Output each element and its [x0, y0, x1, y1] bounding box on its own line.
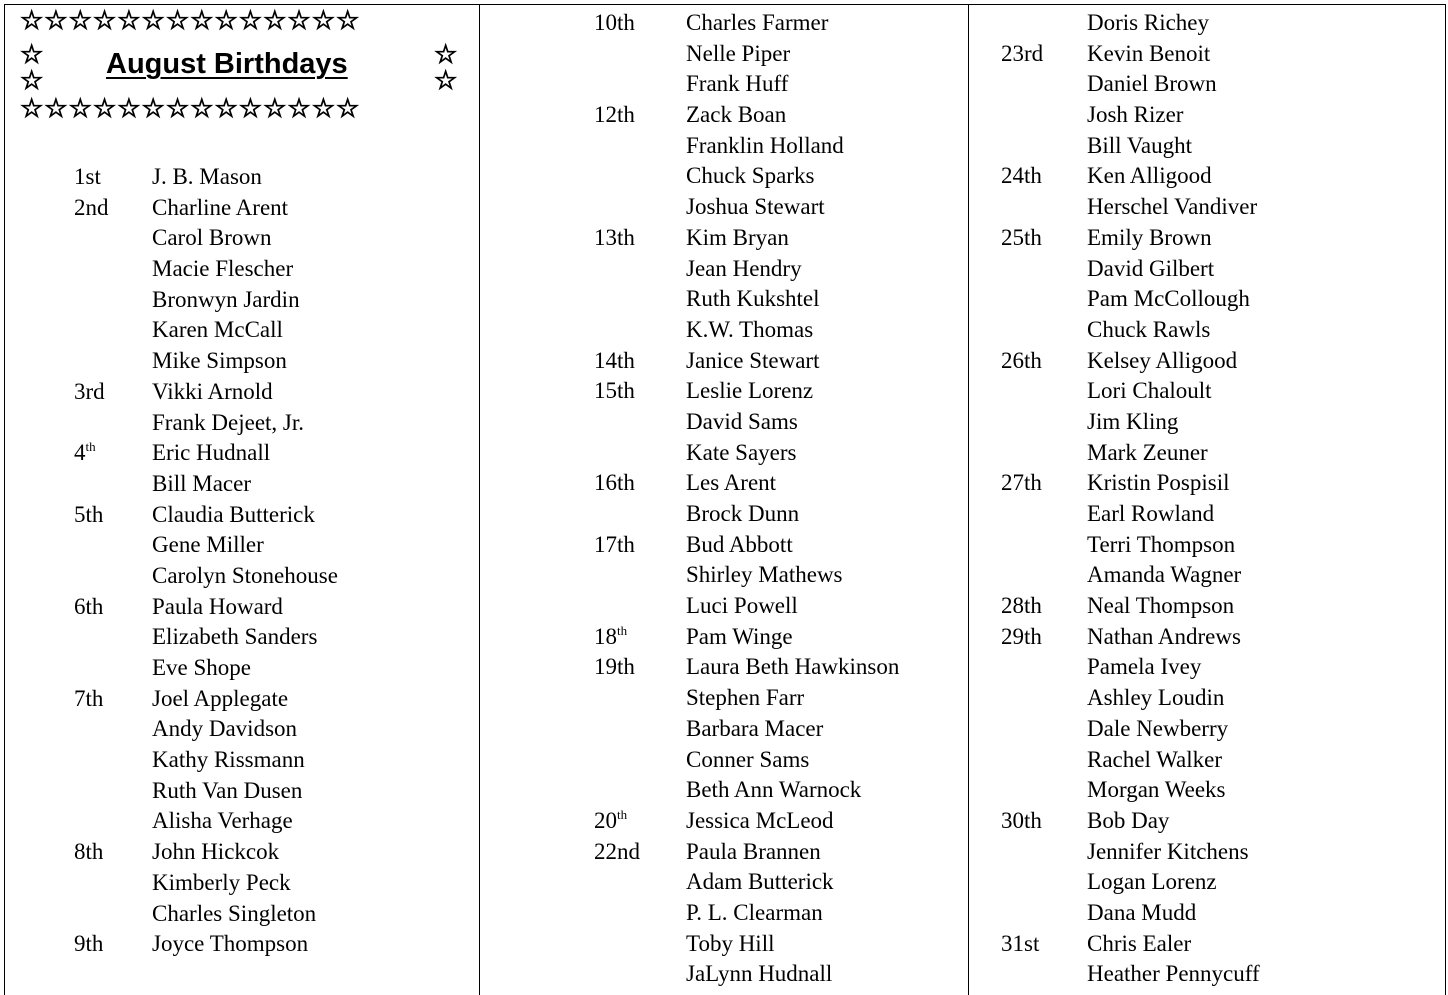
birthday-column-1 — [0, 162, 478, 960]
star-icon: ☆ — [20, 66, 44, 96]
birthday-name: Laura Beth Hawkinson — [686, 654, 900, 680]
birthday-entry — [0, 806, 478, 837]
birthday-entry — [971, 346, 1445, 377]
birthday-entry — [971, 315, 1445, 346]
birthday-name: Logan Lorenz — [1087, 869, 1217, 895]
birthday-entry — [482, 959, 966, 990]
birthday-entry — [971, 39, 1445, 70]
birthday-name: Paula Howard — [152, 593, 283, 619]
birthday-entry — [0, 714, 478, 745]
birthday-name: Dale Newberry — [1087, 715, 1229, 741]
birthday-name: Pamela Ivey — [1087, 654, 1202, 680]
birthday-day: 2nd — [74, 194, 109, 220]
birthday-entry — [482, 560, 966, 591]
birthday-name: Les Arent — [686, 470, 777, 496]
birthday-day: 18th — [594, 622, 628, 649]
birthday-entry — [482, 652, 966, 683]
birthday-name: Conner Sams — [686, 746, 810, 772]
birthday-entry — [0, 162, 478, 193]
birthday-name: Ruth Kukshtel — [686, 286, 820, 312]
birthday-name: Josh Rizer — [1087, 102, 1184, 128]
birthday-name: Bob Day — [1087, 807, 1170, 833]
birthday-name: Doris Richey — [1087, 10, 1210, 35]
birthday-name: Franklin Holland — [686, 132, 844, 158]
birthday-entry — [482, 376, 966, 407]
birthday-entry — [971, 407, 1445, 438]
birthday-name: Shirley Mathews — [686, 562, 843, 588]
birthday-name: Rachel Walker — [1087, 746, 1223, 772]
ordinal-suffix: th — [617, 806, 628, 822]
birthday-name: K.W. Thomas — [686, 316, 814, 342]
birthday-entry — [971, 959, 1445, 990]
birthday-name: Kelsey Alligood — [1087, 347, 1238, 373]
birthday-entry — [971, 192, 1445, 223]
birthday-entry — [0, 684, 478, 715]
birthday-entry — [971, 284, 1445, 315]
birthday-name: Amanda Wagner — [1087, 562, 1242, 588]
birthday-name: Karen McCall — [152, 317, 283, 343]
birthday-name: Paula Brannen — [686, 838, 821, 864]
birthday-name: Carol Brown — [152, 225, 272, 251]
birthday-name: Jean Hendry — [686, 255, 802, 281]
birthday-entry — [971, 223, 1445, 254]
birthday-name: Ashley Loudin — [1087, 685, 1225, 711]
birthday-name: Luci Powell — [686, 593, 798, 619]
birthday-day: 25th — [1001, 224, 1042, 250]
birthday-name: Bronwyn Jardin — [152, 286, 300, 312]
birthday-day: 1st — [74, 164, 101, 189]
birthday-day: 9th — [74, 931, 104, 957]
birthday-entry — [0, 223, 478, 254]
birthday-entry — [0, 346, 478, 377]
birthday-entry — [482, 530, 966, 561]
birthday-name: Jennifer Kitchens — [1087, 838, 1249, 864]
birthday-entry — [482, 223, 966, 254]
birthday-name: Brock Dunn — [686, 501, 800, 526]
birthday-day: 12th — [594, 102, 635, 128]
birthday-day: 31st — [1001, 930, 1040, 956]
birthday-name: Bill Macer — [152, 470, 251, 496]
birthday-name: Jessica McLeod — [686, 807, 834, 833]
birthday-entry — [482, 591, 966, 622]
birthday-name: David Gilbert — [1087, 255, 1215, 281]
birthday-entry — [0, 500, 478, 531]
birthday-day: 16th — [594, 470, 635, 496]
column-divider — [479, 4, 480, 995]
birthday-name: Beth Ann Warnock — [686, 777, 862, 803]
birthday-name: Joyce Thompson — [152, 931, 309, 957]
birthday-name: Ken Alligood — [1087, 163, 1212, 189]
birthday-name: Frank Huff — [686, 71, 789, 97]
birthday-entry — [971, 254, 1445, 285]
birthday-name: Charles Farmer — [686, 10, 829, 35]
birthday-day: 29th — [1001, 623, 1042, 649]
birthday-entry — [0, 193, 478, 224]
birthday-name: Nathan Andrews — [1087, 623, 1241, 649]
birthday-day: 23rd — [1001, 40, 1044, 66]
birthday-entry — [971, 560, 1445, 591]
column-divider — [968, 4, 969, 995]
birthday-day: 20th — [594, 806, 628, 833]
birthday-entry — [482, 100, 966, 131]
birthday-entry — [0, 377, 478, 408]
birthday-entry — [971, 69, 1445, 100]
birthday-entry — [482, 714, 966, 745]
birthday-entry — [482, 254, 966, 285]
birthday-entry — [482, 929, 966, 960]
birthday-entry — [482, 622, 966, 653]
birthday-name: Gene Miller — [152, 532, 264, 558]
birthday-name: Joshua Stewart — [686, 194, 825, 220]
birthday-entry — [482, 775, 966, 806]
birthday-day: 14th — [594, 347, 635, 373]
birthday-name: Heather Pennycuff — [1087, 961, 1260, 987]
birthday-entry — [971, 775, 1445, 806]
birthday-name: Leslie Lorenz — [686, 378, 814, 404]
birthday-entry — [971, 161, 1445, 192]
birthday-entry — [0, 254, 478, 285]
birthday-name: Kathy Rissmann — [152, 747, 305, 773]
birthday-entry — [482, 192, 966, 223]
birthday-entry — [0, 837, 478, 868]
birthday-entry — [482, 284, 966, 315]
birthday-entry — [482, 499, 966, 530]
birthday-name: Herschel Vandiver — [1087, 194, 1258, 220]
birthday-entry — [971, 867, 1445, 898]
star-border-bottom: ☆☆☆☆☆☆☆☆☆☆☆☆☆☆ — [20, 94, 361, 124]
birthday-entry — [971, 591, 1445, 622]
birthday-day: 24th — [1001, 163, 1042, 189]
birthday-entry — [482, 837, 966, 868]
birthday-name: Pam McCollough — [1087, 286, 1250, 312]
birthday-entry — [971, 8, 1445, 39]
birthday-entry — [482, 8, 966, 39]
birthday-entry — [0, 530, 478, 561]
birthday-name: Pam Winge — [686, 623, 793, 649]
birthday-entry — [971, 837, 1445, 868]
birthday-name: Neal Thompson — [1087, 593, 1235, 619]
birthday-name: Emily Brown — [1087, 224, 1212, 250]
birthday-name: Ruth Van Dusen — [152, 777, 303, 803]
birthday-entry — [482, 69, 966, 100]
birthday-name: Earl Rowland — [1087, 501, 1215, 526]
star-icon: ☆ — [434, 40, 458, 70]
birthday-name: Kevin Benoit — [1087, 40, 1211, 66]
birthday-name: Mike Simpson — [152, 348, 287, 374]
birthday-name: Adam Butterick — [686, 869, 834, 895]
birthday-day: 6th — [74, 593, 104, 619]
birthday-entry — [482, 131, 966, 162]
birthday-entry — [482, 161, 966, 192]
birthday-name: Stephen Farr — [686, 685, 805, 711]
birthday-name: John Hickcok — [152, 839, 280, 865]
birthday-day: 5th — [74, 501, 104, 527]
birthday-name: Chuck Rawls — [1087, 316, 1211, 342]
birthday-entry — [971, 929, 1445, 960]
birthday-name: Kristin Pospisil — [1087, 470, 1230, 496]
birthday-entry — [0, 622, 478, 653]
birthday-column-2 — [482, 8, 966, 990]
birthday-entry — [0, 929, 478, 960]
star-icon: ☆ — [20, 40, 44, 70]
birthday-entry — [971, 622, 1445, 653]
birthday-entry — [971, 468, 1445, 499]
birthday-day: 17th — [594, 531, 635, 557]
birthday-entry — [0, 592, 478, 623]
birthday-entry — [971, 652, 1445, 683]
birthday-name: Macie Flescher — [152, 256, 294, 282]
birthday-name: Toby Hill — [686, 930, 775, 956]
birthday-entry — [482, 407, 966, 438]
birthday-name: JaLynn Hudnall — [686, 961, 833, 987]
birthday-entry — [482, 315, 966, 346]
birthday-name: Bud Abbott — [686, 531, 793, 557]
birthday-name: Jim Kling — [1087, 408, 1179, 434]
birthday-day: 26th — [1001, 347, 1042, 373]
birthday-name: Kim Bryan — [686, 224, 789, 250]
birthday-entry — [0, 285, 478, 316]
birthday-entry — [0, 745, 478, 776]
birthday-entry — [482, 745, 966, 776]
birthday-name: Barbara Macer — [686, 715, 824, 741]
birthday-entry — [0, 868, 478, 899]
birthday-entry — [0, 315, 478, 346]
birthday-day: 19th — [594, 654, 635, 680]
birthday-name: Bill Vaught — [1087, 132, 1193, 158]
birthday-entry — [482, 898, 966, 929]
birthday-day: 15th — [594, 378, 635, 404]
birthday-name: Charles Singleton — [152, 900, 317, 926]
birthday-day: 27th — [1001, 470, 1042, 496]
birthday-name: Eric Hudnall — [152, 440, 271, 466]
birthday-name: Mark Zeuner — [1087, 439, 1208, 465]
birthday-entry — [0, 653, 478, 684]
birthday-name: Daniel Brown — [1087, 71, 1217, 97]
birthday-name: Dana Mudd — [1087, 899, 1197, 925]
birthday-day: 10th — [594, 10, 635, 35]
page-title: August Birthdays — [106, 48, 348, 80]
birthday-name: Zack Boan — [686, 102, 787, 128]
birthday-entry — [482, 468, 966, 499]
birthday-name: Charline Arent — [152, 194, 289, 220]
birthday-name: P. L. Clearman — [686, 899, 823, 925]
ordinal-suffix: th — [617, 622, 628, 638]
birthday-entry — [0, 438, 478, 469]
birthday-name: Claudia Butterick — [152, 501, 315, 527]
birthday-entry — [0, 561, 478, 592]
birthday-name: Janice Stewart — [686, 347, 820, 373]
birthday-name: J. B. Mason — [152, 164, 262, 189]
birthday-day: 7th — [74, 685, 104, 711]
birthday-name: Kimberly Peck — [152, 869, 291, 895]
birthday-entry — [971, 806, 1445, 837]
star-icon: ☆ — [434, 66, 458, 96]
birthday-day: 8th — [74, 839, 104, 865]
birthday-name: Andy Davidson — [152, 716, 298, 742]
birthday-name: David Sams — [686, 408, 798, 434]
birthday-entry — [971, 898, 1445, 929]
birthday-entry — [482, 867, 966, 898]
birthday-name: Elizabeth Sanders — [152, 624, 318, 650]
birthday-name: Chris Ealer — [1087, 930, 1192, 956]
birthday-day: 3rd — [74, 378, 105, 404]
birthday-name: Chuck Sparks — [686, 163, 815, 189]
birthday-entry — [971, 530, 1445, 561]
birthday-entry — [482, 346, 966, 377]
birthday-name: Lori Chaloult — [1087, 378, 1212, 404]
birthday-name: Nelle Piper — [686, 40, 791, 66]
birthday-entry — [0, 899, 478, 930]
birthday-entry — [971, 714, 1445, 745]
birthday-entry — [482, 39, 966, 70]
birthday-name: Joel Applegate — [152, 685, 289, 711]
birthday-column-3 — [971, 8, 1445, 990]
birthday-entry — [971, 376, 1445, 407]
birthday-name: Terri Thompson — [1087, 531, 1236, 557]
birthday-name: Vikki Arnold — [152, 378, 273, 404]
birthday-entry — [971, 438, 1445, 469]
birthday-entry — [971, 683, 1445, 714]
birthday-name: Frank Dejeet, Jr. — [152, 409, 305, 435]
birthday-entry — [482, 683, 966, 714]
birthday-day: 30th — [1001, 807, 1042, 833]
birthday-name: Kate Sayers — [686, 439, 797, 465]
star-border-top: ☆☆☆☆☆☆☆☆☆☆☆☆☆☆ — [20, 6, 361, 36]
birthday-entry — [0, 408, 478, 439]
birthday-entry — [971, 100, 1445, 131]
birthday-entry — [482, 806, 966, 837]
birthday-day: 28th — [1001, 593, 1042, 619]
birthday-entry — [0, 776, 478, 807]
birthday-day: 13th — [594, 224, 635, 250]
birthday-day: 4th — [74, 439, 96, 466]
birthday-entry — [971, 745, 1445, 776]
birthday-name: Morgan Weeks — [1087, 777, 1226, 803]
birthday-name: Eve Shope — [152, 655, 252, 680]
birthday-entry — [971, 131, 1445, 162]
birthday-entry — [482, 438, 966, 469]
birthday-day: 22nd — [594, 838, 640, 864]
ordinal-suffix: th — [85, 439, 96, 455]
birthday-entry — [971, 499, 1445, 530]
birthday-name: Alisha Verhage — [152, 808, 293, 834]
birthday-name: Carolyn Stonehouse — [152, 562, 338, 588]
birthday-entry — [0, 469, 478, 500]
